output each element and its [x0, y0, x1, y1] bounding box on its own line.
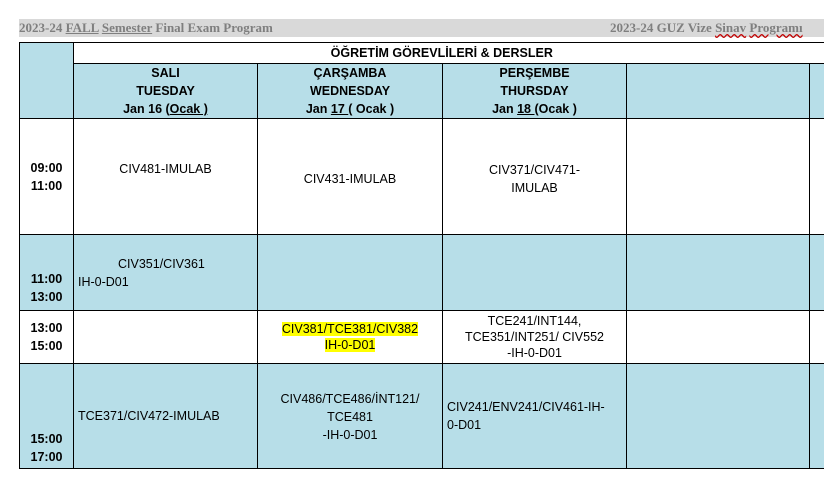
empty-cell: [443, 235, 627, 311]
time-start: 13:00: [30, 321, 63, 335]
empty-cell: [627, 311, 810, 364]
day-date-post: ( Ocak ): [348, 102, 395, 116]
time-start: 15:00: [30, 432, 63, 446]
day-date: [443, 100, 626, 118]
exam-text-highlighted: CIV381/TCE381/CIV382: [281, 322, 419, 336]
day-date-underlined: Ocak ): [169, 102, 208, 116]
exam-text-highlighted: IH-0-D01: [324, 338, 376, 352]
day-header-wednesday: [258, 64, 443, 119]
slot-row-1500: [20, 364, 824, 469]
time-end: 13:00: [30, 290, 63, 304]
corner-cell: [20, 43, 74, 119]
exam-text: IMULAB: [511, 181, 558, 195]
empty-cell: [810, 119, 824, 235]
day-tr: SALI: [151, 66, 180, 80]
title-right-programi: Programı: [749, 20, 803, 35]
day-tr: PERŞEMBE: [499, 66, 570, 80]
exam-text: CIV371/CIV471-: [488, 163, 581, 177]
empty-cell: [258, 235, 443, 311]
day-date-post: (Ocak ): [534, 102, 577, 116]
day-tr: ÇARŞAMBA: [313, 66, 387, 80]
title-left-semester: Semester: [101, 20, 153, 35]
exam-text: CIV241/ENV241/CIV461-IH-: [447, 400, 605, 414]
section-title: [74, 43, 824, 64]
exam-text: TCE371/CIV472-IMULAB: [78, 409, 220, 423]
day-en: TUESDAY: [136, 84, 195, 98]
exam-cell: [258, 119, 443, 235]
exam-text: TCE241/INT144,: [487, 314, 582, 328]
exam-text: -IH-0-D01: [507, 346, 562, 360]
day-date-underlined: 17: [330, 102, 349, 116]
slot-row-1300: [20, 311, 824, 364]
exam-cell: [258, 364, 443, 469]
exam-text: IH-0-D01: [78, 275, 129, 289]
exam-text: CIV486/TCE486/İNT121/: [280, 392, 420, 406]
time-start: 09:00: [30, 160, 63, 175]
exam-text: CIV431-IMULAB: [303, 172, 397, 186]
empty-cell: [627, 235, 810, 311]
title-left-fall: FALL: [65, 20, 99, 35]
day-en: WEDNESDAY: [309, 84, 391, 98]
title-right: [610, 20, 803, 36]
exam-text: CIV481-IMULAB: [119, 162, 212, 176]
time-cell: [20, 235, 74, 311]
exam-cell: [74, 235, 258, 311]
title-right-sinav: Sinav: [715, 20, 747, 35]
time-end: 15:00: [30, 339, 63, 353]
day-header-empty: [627, 64, 810, 119]
time-end: 17:00: [30, 450, 63, 464]
slot-row-1100: [20, 235, 824, 311]
day-header-tuesday: [74, 64, 258, 119]
title-left-year: 2023-24: [19, 20, 66, 35]
exam-cell: [74, 119, 258, 235]
exam-cell: [74, 364, 258, 469]
exam-text: TCE351/INT251/ CIV552: [465, 330, 604, 344]
day-date-pre: Jan: [305, 102, 331, 116]
day-header-thursday: [443, 64, 627, 119]
exam-text: CIV351/CIV361: [118, 257, 205, 271]
title-left: [19, 20, 273, 36]
schedule-table: [19, 42, 824, 469]
section-title-text: ÖĞRETİM GÖREVLİLERİ & DERSLER: [330, 46, 553, 60]
slot-row-0900: [20, 119, 824, 235]
exam-text: 0-D01: [447, 418, 482, 432]
day-header-row: [20, 64, 824, 119]
section-header-row: [20, 43, 824, 64]
day-date-pre: Jan 16 (: [123, 102, 170, 116]
empty-cell: [810, 364, 824, 469]
title-right-year: 2023-24 GUZ Vize: [610, 20, 716, 35]
day-date: [258, 100, 442, 118]
day-date-pre: Jan: [492, 102, 518, 116]
time-cell: [20, 364, 74, 469]
exam-text: -IH-0-D01: [322, 428, 378, 442]
empty-cell: [627, 364, 810, 469]
title-bar: [19, 19, 824, 37]
time-cell: [20, 311, 74, 364]
exam-cell: [443, 364, 627, 469]
empty-cell: [627, 119, 810, 235]
day-date-underlined: 18: [517, 102, 535, 116]
time-cell: [20, 119, 74, 235]
title-left-rest: Final Exam Program: [152, 20, 273, 35]
empty-cell: [810, 311, 824, 364]
empty-cell: [74, 311, 258, 364]
exam-cell: [258, 311, 443, 364]
day-en: THURSDAY: [500, 84, 569, 98]
exam-text: TCE481: [327, 410, 373, 424]
exam-cell: [443, 311, 627, 364]
exam-cell: [443, 119, 627, 235]
day-header-empty: [810, 64, 824, 119]
time-start: 11:00: [30, 272, 63, 286]
day-date: [74, 100, 257, 118]
time-end: 11:00: [30, 178, 63, 193]
empty-cell: [810, 235, 824, 311]
